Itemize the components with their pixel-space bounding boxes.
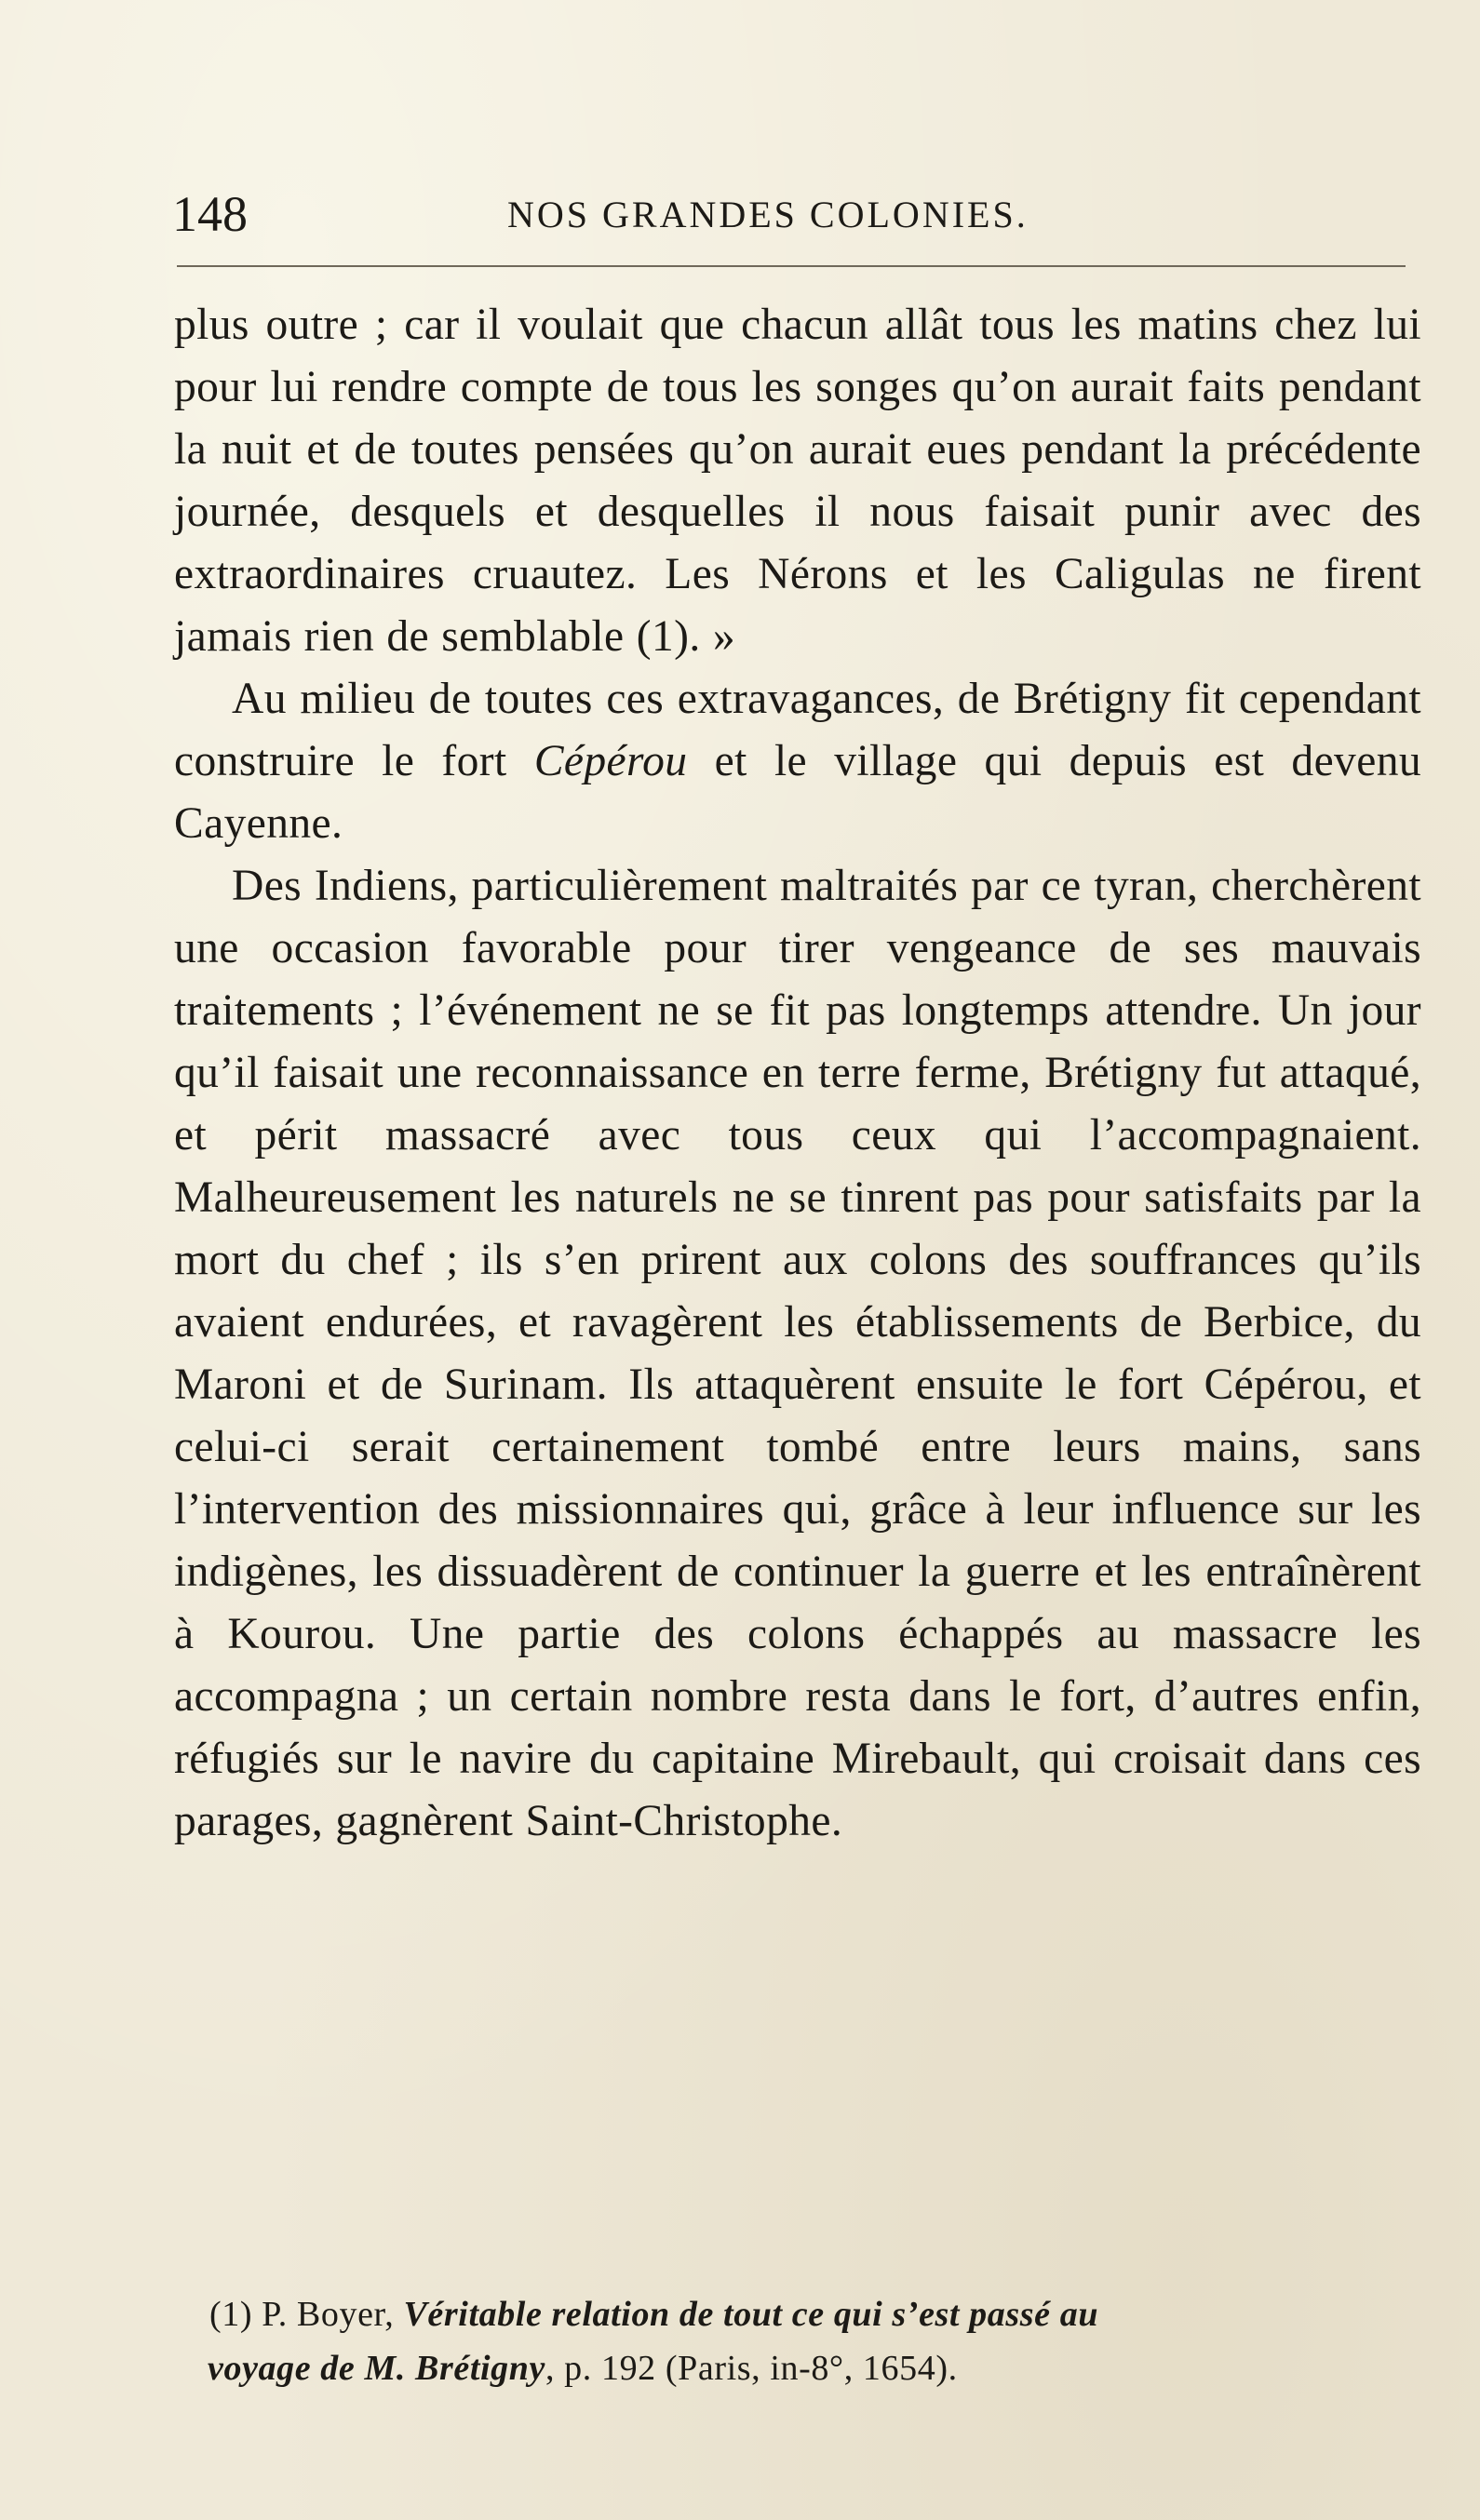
paragraph-2-text-a: Au milieu de toutes ces extravagances, de Brétigny fit cependant construire le fort [174,675,1421,785]
paragraph-1: plus outre ; car il voulait que chacun allât tous les matins chez lui pour lui rendre compte de tous les songes qu’on aurait faits pendant la nuit et de toutes pensées qu’on aurait eues pendant la précédente journée, desquels et desquelles il nous faisait punir avec des extraordinaires cruautez. Les Nérons et les Caligulas ne firent jamais rien de semblable (1). » [174,301,1421,661]
footnote-title-line-1: Véritable relation de tout ce qui s’est passé au [403,2295,1099,2334]
fort-name-italic: Cépérou [533,737,688,785]
paragraph-2 [174,668,1421,855]
running-title: NOS GRANDES COLONIES. [507,194,1029,235]
paragraph-2-text-b: et le village qui depuis est devenu Cayenne. [174,737,1421,848]
footnote-suffix: , p. 192 (Paris, in-8°, 1654). [545,2349,958,2388]
paragraph-3: Des Indiens, particulièrement maltraités par ce tyran, cherchèrent une occasion favorable pour tirer vengeance de ses mauvais traitements ; l’événement ne se fit pas longtemps attendre. Un jour qu’il faisait une reconnaissance en terre ferme, Brétigny fut attaqué, et périt massacré avec tous ceux qui l’accompagnaient. Malheureusement les naturels ne se tinrent pas pour satisfaits par la mort du chef ; ils s’en prirent aux colons des souffrances qu’ils avaient endurées, et ravagèrent les établissements de Berbice, du Maroni et de Surinam. Ils attaquèrent ensuite le fort Cépérou, et celui-ci serait certainement tombé entre leurs mains, sans l’intervention des missionnaires qui, grâce à leur influence sur les indigènes, les dissuadèrent de continuer la guerre et les entraînèrent à Kourou. Une partie des colons échappés au massacre les accompagna ; un certain nombre resta dans le fort, d’autres enfin, réfugiés sur le navire du capitaine Mirebault, qui croisait dans ces parages, gagnèrent Saint-Christophe. [174,862,1421,1845]
body-text [174,294,1421,1853]
footnote-title-line-2: voyage de M. Brétigny [208,2349,545,2388]
page-number: 148 [172,186,248,242]
footnote [209,2287,1421,2395]
header-rule [177,265,1406,267]
running-head [172,181,1424,247]
footnote-line-2 [208,2341,1421,2395]
footnote-prefix: (1) P. Boyer, [209,2295,404,2334]
footnote-line-1 [209,2287,1421,2341]
